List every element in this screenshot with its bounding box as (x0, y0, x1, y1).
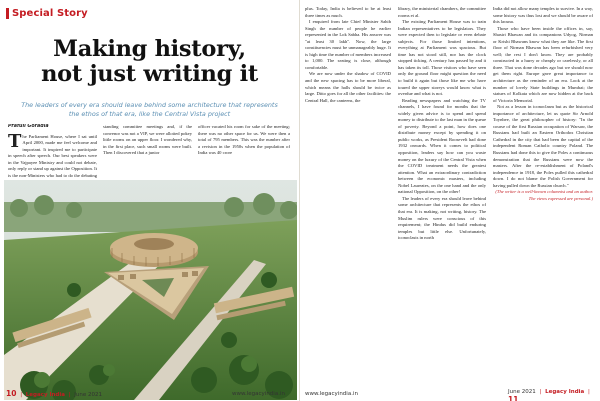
left-date: June 2021 (74, 392, 103, 398)
article-column-5 (398, 6, 486, 386)
paragraph: Not as a lesson in iconoclasm but as the historical importance of architecture, let us quote Sir Arnold Toynbee, the great philosopher of history: "In the course of the first Russian occupation of Warsaw, the Russians had built an Eastern Orthodox Christian Cathedral in the city that had been the capital of the independent Roman Catholic country Poland. The Russians had done this to give the Poles a continuous demonstration that the Russians were now the masters. After the re-establishment of Poland's independence in 1918, the Poles pulled this cathedral down. I do not blame the Polish Government for having pulled down the Russian church." (493, 104, 593, 188)
headline-line-1: Making history, (53, 36, 246, 62)
paragraph: India did not allow many temples to survive. In a way, some history was thus lost and we should be aware of this lacuna. (493, 6, 593, 25)
page-gutter (299, 0, 300, 401)
paragraph: Those who have been inside the offices in, say, Shastri Bhawan and its companions Udyog, Nirman or Krishi Bhawans know what they are like. The first floor of Nirman Bhawan has been refurbished very well; the rest I don't know. They are probably constructed in a hurry or cheaply or carelessly, or all three. That was done decades ago but we should now get them right. Europe gave great importance to architecture as the reminder of an era. Look at the number of lovely State buildings in Mumbai; the statues of Kolkata which are now hidden at the back of Victoria Memorial. (493, 25, 593, 103)
left-url: www.legacyindia.in (232, 391, 285, 397)
paragraph: standing committee meetings and, if the convenor was not a VIP, we were allotted pokey little rooms on an upper floor. I wondered why, in the first place, such small rooms were built. Then I discovered that a junior (103, 124, 192, 156)
standfirst-line-1: The leaders of every era should leave behind some architecture that represents (21, 101, 278, 109)
byline: Prafull Goradia (8, 124, 49, 129)
right-date: June 2021 (508, 389, 536, 395)
left-folio: 10 | Legacy India | June 2021 (6, 389, 103, 398)
central-vista-image (4, 180, 297, 400)
paragraph: The existing Parliament House was to train Indian representatives to be legislators. They were expected then to legislate or even debate subjects. For those limited intentions, everything at Parliament was spacious. But time has not stood still, nor has the clock stopped ticking. A century has passed by and it has taken its toll. Those visitors who have seen only the ground floor might question the need to build it again but those like me who have toured the upper storeys would know what is overdue and what is not. (398, 19, 486, 97)
section-bar (6, 8, 9, 19)
headline-line-2: not just writing it (41, 61, 258, 87)
paragraph: We are now under the shadow of COVID and the new spacing has to be more liberal, which means the halls should be twice as large. Ditto goes for all the other facilities: the Central Hall, the canteens, the (305, 71, 391, 103)
paragraph: plus. Today, India is believed to be at least three times as much. (305, 6, 391, 18)
drop-cap: T (8, 130, 22, 152)
right-folio: June 2021 | Legacy India | 11 (508, 389, 600, 401)
paragraph: library, the ministerial chambers, the committee rooms et al. (398, 6, 486, 18)
right-brand: Legacy India (545, 389, 585, 395)
right-page-number: 11 (508, 395, 519, 401)
paragraph: Reading newspapers and watching the TV channels, I have found for months that the widely given advice is to spend and spend money to distribute to the last man in the queue of poverty. Beyond a point, how does one distribute money except by spending it on public works, as President Roosevelt had done 1932 onwards. When it comes to political opposition, leaders say how can you waste money on the luxury of the Central Vista when the COVID treatment needs the greatest attention. What an extraordinary contradiction between the economic masters, including Nobel Laureates, on the one hand and the only national Opposition, on the other! (398, 97, 486, 195)
section-tag (6, 6, 88, 20)
standfirst-line-2: the ethos of that era, like the Central Vista project (68, 110, 231, 118)
paragraph: The leaders of every era should leave behind some architecture that represents the ethos of that era. It is making, not writing, history. The Muslim rulers were conscious of this requirement; the Hindus did build enduring temples but little else. Unfortunately, iconoclasts in north (398, 195, 486, 241)
right-url: www.legacyindia.in (305, 391, 358, 397)
author-note: (The writer is a well-known columnist and an author. The views expressed are personal.) (495, 189, 593, 201)
central-vista-illustration (4, 180, 297, 400)
left-page-number: 10 (6, 389, 17, 398)
article-column-3 (198, 124, 290, 178)
left-brand: Legacy India (25, 392, 65, 398)
article-column-6 (493, 6, 593, 386)
article-column-4 (305, 6, 391, 106)
article-column-2 (103, 124, 192, 178)
section-label: Special Story (12, 7, 88, 19)
paragraph: officer vacated his room for sake of the meeting; there was no other space for us. We were then a total of 795 members. This was the number after a revision in the 1950s when the population of India was 40 crore (198, 124, 290, 156)
paragraph: The Parliament House, where I sat until April 2000, made me feel welcome and important. It inspired me to participate in speech after speech. Our best speakers were in the Vajpayee Ministry and could not debate, only reply or stand up against the Opposition. It is the non-Ministers who had to do the debating (8, 130, 97, 178)
paragraph: I enquired from late Chief Minister Sahib Singh the number of people he earlier represented in the Lok Sabha. His answer was "at least 30 lakh". Now, the large constituencies must be unmanageably huge. It is high time the number of members increased to 1,000. The seating is close, although comfortable. (305, 19, 391, 70)
